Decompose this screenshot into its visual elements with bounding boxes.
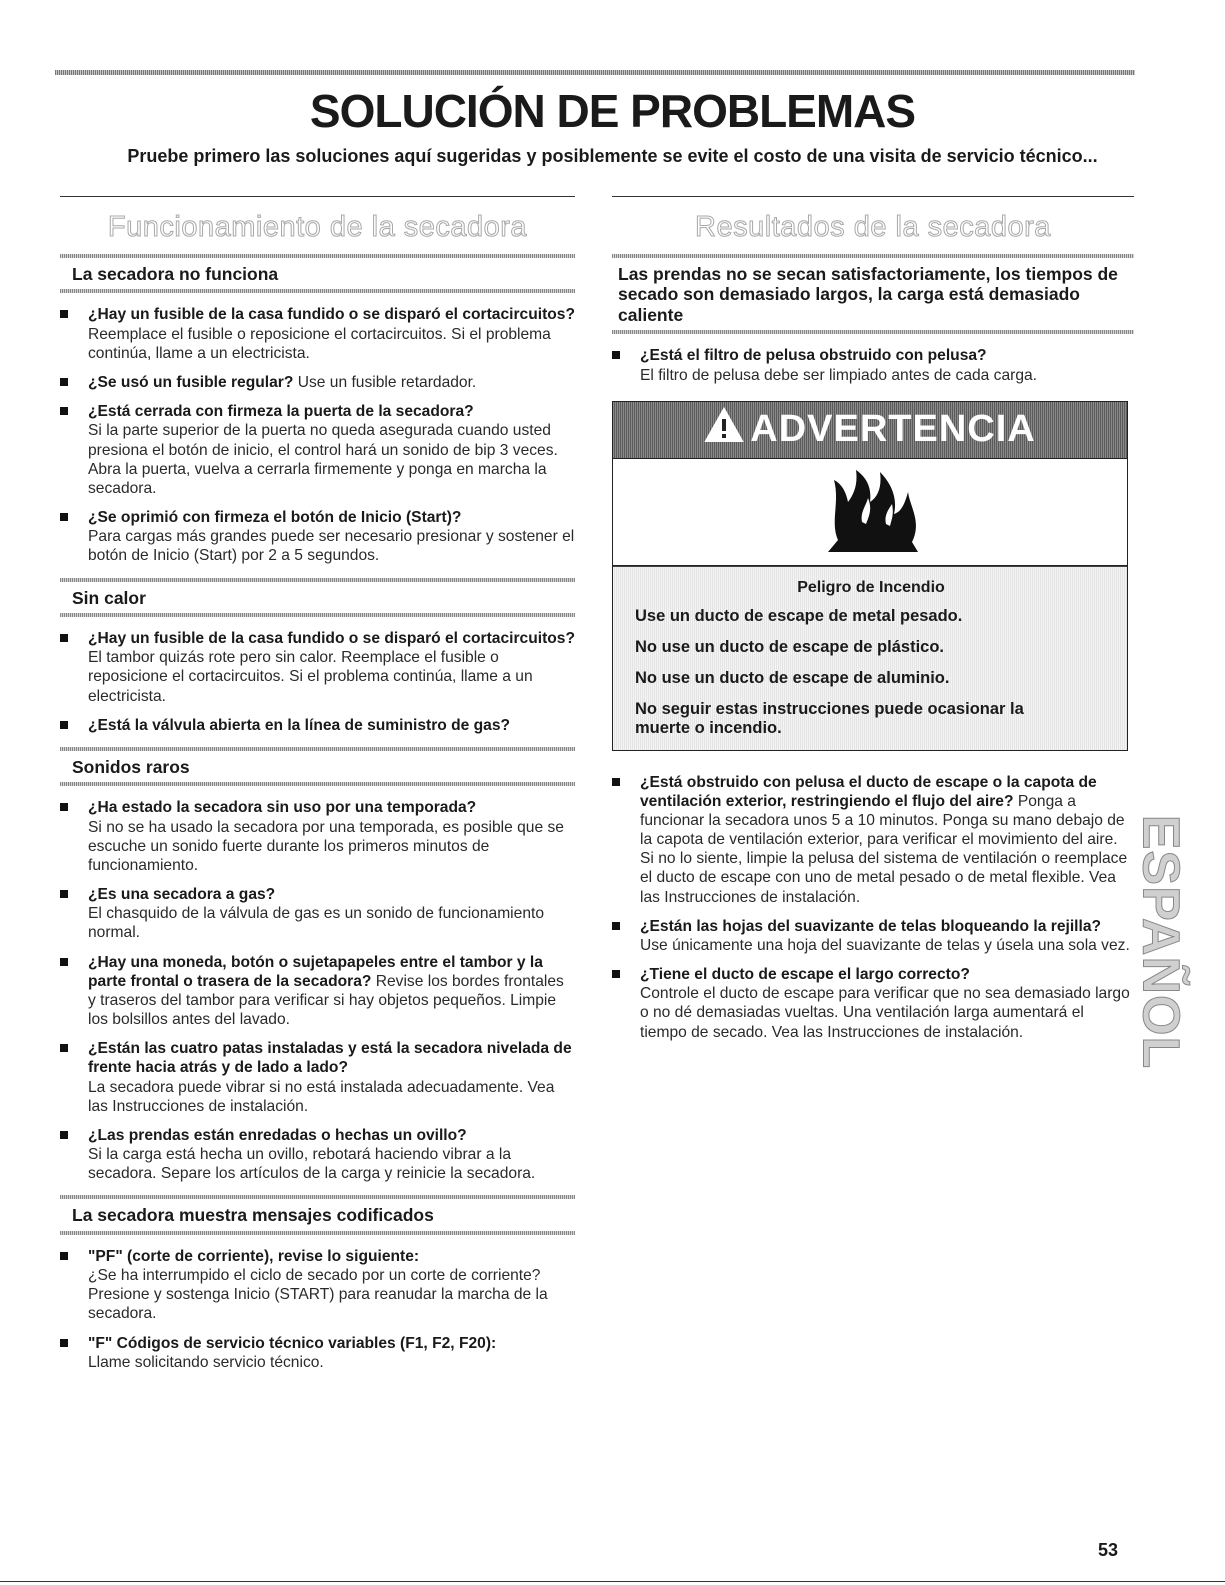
list-item — [60, 305, 575, 363]
bullet-icon — [612, 778, 620, 786]
language-side-tab-label: ESPAÑOL — [1131, 814, 1190, 1070]
bullet-icon — [60, 1131, 68, 1139]
right-first-items — [612, 346, 1134, 384]
answer-text: Controle el ducto de escape para verificar que no sea demasiado largo o no dé demasiadas vueltas. Una ventilación larga aumentará el tiempo de secado. Vea las Instrucciones de instalación. — [640, 985, 1130, 1041]
list-item — [60, 629, 575, 706]
warning-line: No use un ducto de escape de plástico. — [635, 637, 944, 656]
bullet-icon — [60, 1339, 68, 1347]
section-heading-results: Resultados de la secadora — [695, 211, 1051, 243]
answer-text: Revise los bordes frontales y traseros del tambor para verificar si hay objetos pequeños. Limpie los bolsillos antes del lavado. — [88, 972, 564, 1029]
troubleshooting-section — [60, 747, 575, 1184]
list-item — [60, 885, 575, 943]
question-text: ¿Las prendas están enredadas o hechas un ovillo? — [88, 1126, 467, 1144]
right-column — [612, 196, 1134, 1052]
answer-text: Reemplace el fusible o reposicione el cortacircuitos. Si el problema continúa, llame a un electricista. — [88, 325, 551, 362]
question-text: ¿Se oprimió con firmeza el botón de Inicio (Start)? — [88, 509, 462, 527]
question-text: ¿Está obstruido con pelusa el ducto de escape o la capota de ventilación exterior, restringiendo el flujo del aire? — [640, 773, 1097, 810]
list-item — [612, 346, 1134, 384]
bullet-icon — [60, 803, 68, 811]
warning-icon-area — [613, 458, 1127, 566]
warning-label: ADVERTENCIA — [750, 408, 1036, 451]
list-item — [60, 508, 575, 566]
warning-line: No use un ducto de escape de aluminio. — [635, 668, 950, 687]
item-list — [60, 305, 575, 565]
answer-text: ¿Se ha interrumpido el ciclo de secado por un corte de corriente? Presione y sostenga Inicio (START) para reanudar la marcha de la secadora. — [88, 1267, 548, 1323]
dotted-divider — [60, 289, 575, 293]
answer-text: La secadora puede vibrar si no está instalada adecuadamente. Vea las Instrucciones de instalación. — [88, 1078, 555, 1115]
left-column — [60, 196, 575, 1382]
dotted-divider — [60, 1231, 575, 1235]
warning-box — [612, 401, 1128, 751]
list-item — [60, 953, 575, 1030]
item-list — [60, 798, 575, 1183]
bullet-icon — [60, 721, 68, 729]
page-subtitle: Pruebe primero las soluciones aquí sugeridas y posiblemente se evite el costo de una visita de servicio técnico... — [127, 146, 1098, 166]
section-heading-operation: Funcionamiento de la secadora — [107, 211, 528, 243]
question-text: ¿Está cerrada con firmeza la puerta de la secadora? — [88, 403, 474, 421]
answer-text: Si la parte superior de la puerta no queda asegurada cuando usted presiona el botón de inicio, el control hará un sonido de bip 3 veces. Abra la puerta, vuelva a cerrarla firmemente y ponga en marcha la secadora. — [88, 422, 558, 497]
bullet-icon — [60, 513, 68, 521]
subsection-title: Sin calor — [72, 587, 146, 608]
bullet-icon — [60, 1044, 68, 1052]
question-text: "PF" (corte de corriente), revise lo siguiente: — [88, 1247, 420, 1265]
subsection-title: La secadora muestra mensajes codificados — [72, 1205, 434, 1226]
bullet-icon — [612, 970, 620, 978]
list-item — [60, 798, 575, 875]
column-rule — [612, 196, 1134, 197]
warning-triangle-icon — [704, 407, 744, 453]
question-text: ¿Hay un fusible de la casa fundido o se disparó el cortacircuitos? — [88, 630, 575, 647]
bullet-icon — [60, 1252, 68, 1260]
list-item — [60, 1039, 575, 1116]
answer-text: Ponga a funcionar la secadora unos 5 a 10 minutos. Ponga su mano debajo de la capota de ventilación exterior, para verificar el movimiento del aire. Si no lo siente, limpie la pelusa del sistema de ventilación o reemplace el ducto de escape con uno de metal pesado o de metal flexible. Vea las Instrucciones de instalación. — [640, 792, 1128, 906]
language-side-tab — [1131, 814, 1190, 1070]
answer-text: El tambor quizás rote pero sin calor. Reemplace el fusible o reposicione el cortacircuitos. Si el problema continúa, llame a un electricista. — [88, 649, 533, 705]
left-sections — [60, 254, 575, 1372]
page-number: 53 — [1098, 1540, 1119, 1560]
answer-text: Llame solicitando servicio técnico. — [88, 1353, 324, 1371]
list-item — [60, 1126, 575, 1184]
page-title: SOLUCIÓN DE PROBLEMAS — [309, 85, 916, 137]
question-text: ¿Se usó un fusible regular? — [88, 373, 294, 391]
question-text: ¿Tiene el ducto de escape el largo correcto? — [640, 966, 970, 984]
answer-text: Para cargas más grandes puede ser necesario presionar y sostener el botón de Inicio (Start) por 2 a 5 segundos. — [88, 528, 575, 565]
subsection-title: La secadora no funciona — [72, 264, 279, 284]
answer-text: Si no se ha usado la secadora por una temporada, es posible que se escuche un sonido fuerte durante los primeros minutos de funcionamiento. — [88, 818, 564, 874]
bullet-icon — [612, 351, 620, 359]
answer-text: Use únicamente una hoja del suavizante de telas y úsela una sola vez. — [640, 936, 1130, 954]
bullet-icon — [60, 378, 68, 386]
list-item — [60, 373, 575, 392]
item-list — [60, 629, 575, 735]
bottom-rule — [0, 1581, 1225, 1582]
bullet-icon — [60, 890, 68, 898]
warning-header — [613, 402, 1127, 458]
right-more-items — [612, 773, 1134, 1042]
answer-text: El filtro de pelusa debe ser limpiado antes de cada carga. — [640, 366, 1038, 384]
question-text: ¿Hay un fusible de la casa fundido o se disparó el cortacircuitos? — [88, 306, 575, 324]
column-rule — [60, 196, 575, 197]
question-text: "F" Códigos de servicio técnico variables (F1, F2, F20): — [88, 1334, 497, 1352]
troubleshooting-section — [60, 1195, 575, 1372]
question-text: ¿Ha estado la secadora sin uso por una temporada? — [88, 799, 477, 817]
list-item — [60, 1334, 575, 1372]
question-text: ¿Está la válvula abierta en la línea de suministro de gas? — [88, 716, 511, 734]
dotted-divider — [60, 782, 575, 786]
dotted-divider — [60, 613, 575, 617]
subsection-title: Sonidos raros — [72, 756, 190, 777]
list-item — [612, 917, 1134, 955]
troubleshooting-section — [60, 578, 575, 735]
item-list — [60, 1247, 575, 1372]
subsection-title: Las prendas no se secan satisfactoriamente, los tiempos de secado son demasiado largos, la carga está demasiado caliente — [618, 264, 1118, 325]
list-item — [60, 716, 575, 735]
warning-title: Peligro de Incendio — [797, 578, 945, 596]
question-text: ¿Está el filtro de pelusa obstruido con pelusa? — [640, 347, 987, 365]
dotted-divider — [612, 330, 1134, 334]
question-text: ¿Es una secadora a gas? — [88, 886, 276, 904]
bullet-icon — [612, 922, 620, 930]
answer-text: Use un fusible retardador. — [297, 373, 477, 391]
bullet-icon — [60, 407, 68, 415]
answer-text: Si la carga está hecha un ovillo, rebotará haciendo vibrar a la secadora. Separe los artículos de la carga y reinicie la secadora. — [88, 1146, 536, 1183]
bullet-icon — [60, 634, 68, 642]
question-text: ¿Están las cuatro patas instaladas y está la secadora nivelada de frente hacia atrás y de lado a lado? — [88, 1040, 572, 1077]
warning-line: Use un ducto de escape de metal pesado. — [635, 606, 963, 625]
warning-body — [613, 566, 1127, 750]
list-item — [612, 773, 1134, 907]
list-item — [612, 965, 1134, 1042]
list-item — [60, 1247, 575, 1324]
bullet-icon — [60, 958, 68, 966]
top-dotted-rule — [55, 70, 1135, 75]
list-item — [60, 402, 575, 498]
answer-text: El chasquido de la válvula de gas es un sonido de funcionamiento normal. — [88, 905, 544, 942]
question-text: ¿Hay una moneda, botón o sujetapapeles entre el tambor y la parte frontal o trasera de la secadora? — [88, 953, 543, 990]
troubleshooting-section — [60, 254, 575, 566]
warning-line: No seguir estas instrucciones puede ocasionar la muerte o incendio. — [635, 699, 1024, 737]
bullet-icon — [60, 310, 68, 318]
question-text: ¿Están las hojas del suavizante de telas bloqueando la rejilla? — [640, 917, 1102, 935]
fire-icon — [810, 462, 930, 562]
